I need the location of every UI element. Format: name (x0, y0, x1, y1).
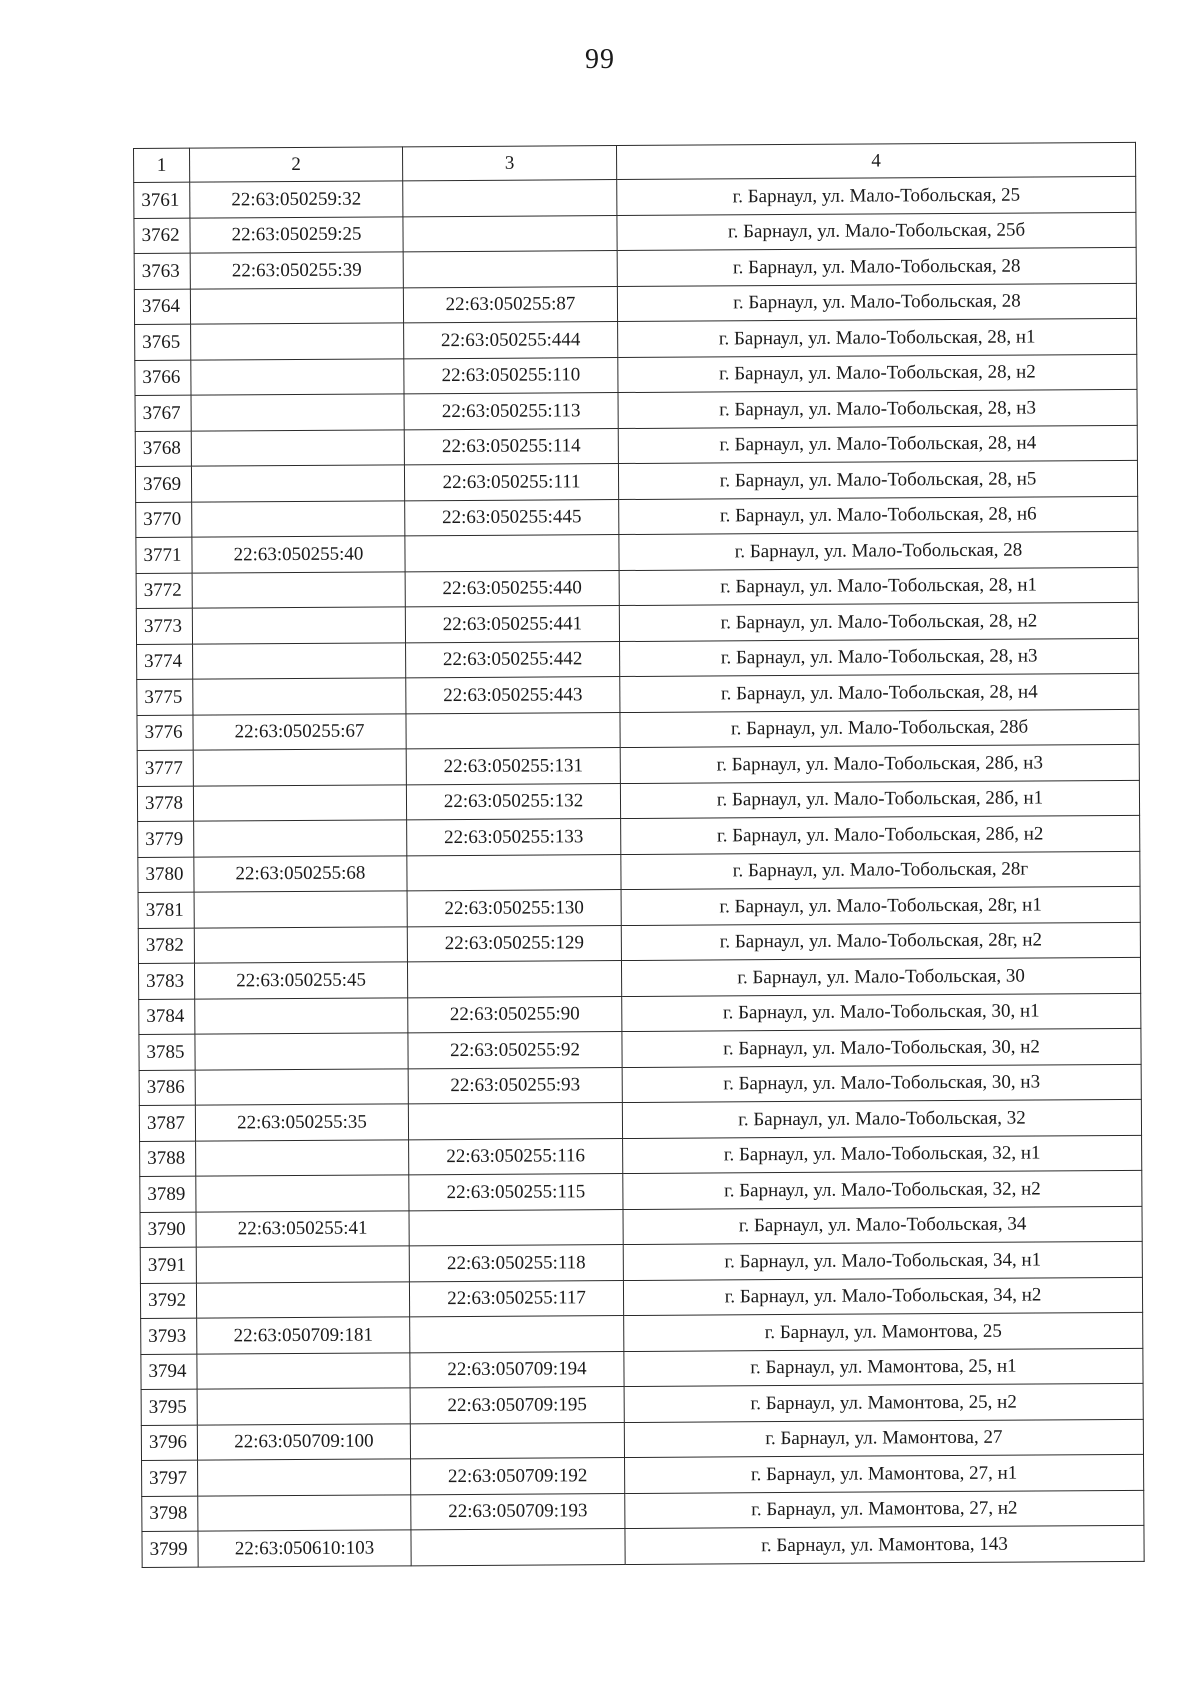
parcel-number-cell (197, 1388, 410, 1425)
table-row (135, 354, 1137, 396)
row-number-cell: 3774 (137, 644, 193, 680)
row-number-cell: 3773 (136, 608, 192, 644)
table-row (134, 247, 1136, 289)
object-number-cell: 22:63:050709:192 (411, 1458, 625, 1495)
table-row (140, 1206, 1142, 1248)
row-number-cell: 3780 (138, 857, 194, 893)
parcel-number-cell (193, 642, 406, 679)
parcel-number-cell (190, 287, 403, 324)
row-number-cell: 3766 (135, 360, 191, 396)
object-number-cell (403, 180, 617, 217)
object-number-cell: 22:63:050709:194 (410, 1351, 624, 1388)
table-row (134, 212, 1136, 254)
table-row (139, 1064, 1141, 1106)
table-row (139, 993, 1141, 1035)
parcel-number-cell (193, 784, 406, 821)
row-number-cell: 3790 (140, 1212, 196, 1248)
table-row (141, 1383, 1143, 1425)
table-row (138, 815, 1140, 857)
object-number-cell: 22:63:050255:129 (407, 925, 621, 962)
table-row (139, 1028, 1141, 1070)
table-row (142, 1525, 1144, 1567)
table-row (139, 1099, 1141, 1141)
object-number-cell: 22:63:050255:441 (405, 606, 619, 643)
object-number-cell: 22:63:050709:195 (410, 1387, 624, 1424)
object-number-cell: 22:63:050255:114 (404, 428, 618, 465)
object-number-cell: 22:63:050255:87 (403, 286, 617, 323)
parcel-number-cell (194, 820, 407, 857)
table-row (142, 1454, 1144, 1496)
address-cell: г. Барнаул, ул. Мало-Тобольская, 28, н2 (619, 602, 1138, 641)
table-row (138, 957, 1140, 999)
column-header-4: 4 (616, 142, 1135, 179)
parcel-number-cell (192, 500, 405, 537)
table-row (137, 638, 1139, 680)
address-cell: г. Барнаул, ул. Мало-Тобольская, 30, н2 (622, 1028, 1141, 1067)
row-number-cell: 3776 (137, 715, 193, 751)
row-number-cell: 3779 (138, 821, 194, 857)
row-number-cell: 3791 (140, 1247, 196, 1283)
row-number-cell: 3785 (139, 1034, 195, 1070)
address-cell: г. Барнаул, ул. Мамонтова, 25 (624, 1312, 1143, 1351)
address-cell: г. Барнаул, ул. Мало-Тобольская, 34 (623, 1206, 1142, 1245)
row-number-cell: 3767 (135, 395, 191, 431)
object-number-cell (405, 535, 619, 572)
address-cell: г. Барнаул, ул. Мамонтова, 25, н2 (624, 1383, 1143, 1422)
table-row (136, 496, 1138, 538)
object-number-cell: 22:63:050255:440 (405, 570, 619, 607)
table-row (137, 673, 1139, 715)
address-cell: г. Барнаул, ул. Мало-Тобольская, 28, н1 (619, 567, 1138, 606)
parcel-number-cell: 22:63:050259:25 (190, 216, 403, 253)
row-number-cell: 3798 (142, 1496, 198, 1532)
row-number-cell: 3789 (140, 1176, 196, 1212)
object-number-cell: 22:63:050255:92 (408, 1032, 622, 1069)
table-row (141, 1419, 1143, 1461)
row-number-cell: 3784 (139, 999, 195, 1035)
address-cell: г. Барнаул, ул. Мало-Тобольская, 32, н2 (623, 1170, 1142, 1209)
parcel-number-cell: 22:63:050255:67 (193, 713, 406, 750)
object-number-cell (411, 1529, 625, 1566)
table-row (142, 1490, 1144, 1532)
parcel-number-cell (194, 891, 407, 928)
object-number-cell: 22:63:050709:193 (411, 1493, 625, 1530)
registry-table-body (134, 142, 1145, 1567)
table-row (138, 922, 1140, 964)
table-row (136, 567, 1138, 609)
object-number-cell: 22:63:050255:90 (408, 996, 622, 1033)
parcel-number-cell (198, 1494, 411, 1531)
object-number-cell (407, 854, 621, 891)
parcel-number-cell (192, 607, 405, 644)
address-cell: г. Барнаул, ул. Мало-Тобольская, 32 (622, 1099, 1141, 1138)
address-cell: г. Барнаул, ул. Мало-Тобольская, 28б (620, 709, 1139, 748)
table-row (137, 780, 1139, 822)
table-row (136, 531, 1138, 573)
parcel-number-cell (193, 749, 406, 786)
object-number-cell: 22:63:050255:93 (408, 1067, 622, 1104)
address-cell: г. Барнаул, ул. Мало-Тобольская, 28, н3 (618, 389, 1137, 428)
column-header-1: 1 (134, 148, 190, 182)
row-number-cell: 3792 (140, 1283, 196, 1319)
address-cell: г. Барнаул, ул. Мамонтова, 25, н1 (624, 1348, 1143, 1387)
row-number-cell: 3764 (134, 289, 190, 325)
parcel-number-cell (191, 465, 404, 502)
row-number-cell: 3762 (134, 218, 190, 254)
parcel-number-cell (198, 1459, 411, 1496)
table-row (134, 283, 1136, 325)
object-number-cell: 22:63:050255:132 (406, 783, 620, 820)
row-number-cell: 3761 (134, 182, 190, 218)
object-number-cell: 22:63:050255:444 (404, 322, 618, 359)
object-number-cell: 22:63:050255:117 (409, 1280, 623, 1317)
table-row (138, 886, 1140, 928)
row-number-cell: 3799 (142, 1531, 198, 1567)
row-number-cell: 3782 (138, 928, 194, 964)
address-cell: г. Барнаул, ул. Мало-Тобольская, 28, н3 (620, 638, 1139, 677)
object-number-cell (403, 215, 617, 252)
row-number-cell: 3787 (139, 1105, 195, 1141)
address-cell: г. Барнаул, ул. Мало-Тобольская, 28б, н3 (620, 744, 1139, 783)
table-row (141, 1348, 1143, 1390)
table-row (135, 460, 1137, 502)
row-number-cell: 3783 (138, 963, 194, 999)
object-number-cell: 22:63:050255:118 (409, 1245, 623, 1282)
address-cell: г. Барнаул, ул. Мало-Тобольская, 28б, н2 (621, 815, 1140, 854)
address-cell: г. Барнаул, ул. Мало-Тобольская, 28, н6 (619, 496, 1138, 535)
page-number: 99 (585, 44, 615, 75)
row-number-cell: 3775 (137, 679, 193, 715)
address-cell: г. Барнаул, ул. Мамонтова, 27, н2 (625, 1490, 1144, 1529)
parcel-number-cell (191, 323, 404, 360)
address-cell: г. Барнаул, ул. Мало-Тобольская, 30, н1 (622, 993, 1141, 1032)
table-row (137, 744, 1139, 786)
parcel-number-cell (191, 358, 404, 395)
object-number-cell: 22:63:050255:442 (406, 641, 620, 678)
row-number-cell: 3772 (136, 573, 192, 609)
table-row (134, 176, 1136, 218)
row-number-cell: 3763 (134, 253, 190, 289)
object-number-cell (406, 712, 620, 749)
parcel-number-cell: 22:63:050709:100 (197, 1423, 410, 1460)
address-cell: г. Барнаул, ул. Мамонтова, 27 (624, 1419, 1143, 1458)
column-header-3: 3 (402, 146, 616, 181)
address-cell: г. Барнаул, ул. Мало-Тобольская, 28, н2 (618, 354, 1137, 393)
parcel-number-cell (196, 1246, 409, 1283)
parcel-number-cell: 22:63:050259:32 (190, 181, 403, 218)
address-cell: г. Барнаул, ул. Мало-Тобольская, 30, н3 (622, 1064, 1141, 1103)
address-cell: г. Барнаул, ул. Мало-Тобольская, 32, н1 (623, 1135, 1142, 1174)
parcel-number-cell (192, 571, 405, 608)
row-number-cell: 3765 (135, 324, 191, 360)
parcel-number-cell (191, 429, 404, 466)
parcel-number-cell (196, 1139, 409, 1176)
parcel-number-cell: 22:63:050255:40 (192, 536, 405, 573)
table-row (135, 318, 1137, 360)
table-row (136, 602, 1138, 644)
address-cell: г. Барнаул, ул. Мало-Тобольская, 28г, н1 (621, 886, 1140, 925)
registry-table (133, 142, 1145, 1568)
parcel-number-cell (193, 678, 406, 715)
address-cell: г. Барнаул, ул. Мало-Тобольская, 34, н2 (623, 1277, 1142, 1316)
parcel-number-cell: 22:63:050255:41 (196, 1210, 409, 1247)
object-number-cell: 22:63:050255:110 (404, 357, 618, 394)
parcel-number-cell (197, 1352, 410, 1389)
row-number-cell: 3786 (139, 1070, 195, 1106)
object-number-cell: 22:63:050255:130 (407, 890, 621, 927)
object-number-cell: 22:63:050255:113 (404, 393, 618, 430)
object-number-cell (408, 1103, 622, 1140)
address-cell: г. Барнаул, ул. Мало-Тобольская, 28, н1 (618, 318, 1137, 357)
address-cell: г. Барнаул, ул. Мало-Тобольская, 28б, н1 (620, 780, 1139, 819)
address-cell: г. Барнаул, ул. Мало-Тобольская, 28г, н2 (621, 922, 1140, 961)
parcel-number-cell: 22:63:050610:103 (198, 1530, 411, 1567)
row-number-cell: 3769 (135, 466, 191, 502)
address-cell: г. Барнаул, ул. Мало-Тобольская, 28, н4 (620, 673, 1139, 712)
row-number-cell: 3796 (141, 1425, 197, 1461)
object-number-cell: 22:63:050255:111 (404, 464, 618, 501)
column-header-2: 2 (190, 147, 403, 182)
address-cell: г. Барнаул, ул. Мало-Тобольская, 28 (619, 531, 1138, 570)
row-number-cell: 3795 (141, 1389, 197, 1425)
table-row (135, 425, 1137, 467)
row-number-cell: 3778 (137, 786, 193, 822)
parcel-number-cell (191, 394, 404, 431)
parcel-number-cell: 22:63:050255:39 (190, 252, 403, 289)
row-number-cell: 3777 (137, 750, 193, 786)
row-number-cell: 3770 (136, 502, 192, 538)
parcel-number-cell (194, 926, 407, 963)
object-number-cell: 22:63:050255:116 (409, 1138, 623, 1175)
object-number-cell (407, 961, 621, 998)
address-cell: г. Барнаул, ул. Мамонтова, 27, н1 (625, 1454, 1144, 1493)
parcel-number-cell (195, 1068, 408, 1105)
object-number-cell (410, 1316, 624, 1353)
parcel-number-cell: 22:63:050255:68 (194, 855, 407, 892)
address-cell: г. Барнаул, ул. Мамонтова, 143 (625, 1525, 1144, 1564)
table-row (141, 1312, 1143, 1354)
object-number-cell (403, 251, 617, 288)
object-number-cell (409, 1209, 623, 1246)
table-row (140, 1241, 1142, 1283)
parcel-number-cell: 22:63:050255:35 (195, 1104, 408, 1141)
table-row (140, 1170, 1142, 1212)
row-number-cell: 3797 (142, 1460, 198, 1496)
row-number-cell: 3794 (141, 1354, 197, 1390)
row-number-cell: 3788 (140, 1141, 196, 1177)
parcel-number-cell: 22:63:050709:181 (197, 1317, 410, 1354)
object-number-cell: 22:63:050255:131 (406, 748, 620, 785)
parcel-number-cell (195, 997, 408, 1034)
object-number-cell: 22:63:050255:115 (409, 1174, 623, 1211)
row-number-cell: 3793 (141, 1318, 197, 1354)
table-row (135, 389, 1137, 431)
object-number-cell: 22:63:050255:133 (407, 819, 621, 856)
table-row (140, 1135, 1142, 1177)
table-row (138, 851, 1140, 893)
parcel-number-cell (196, 1175, 409, 1212)
row-number-cell: 3781 (138, 892, 194, 928)
parcel-number-cell (196, 1281, 409, 1318)
table-row (140, 1277, 1142, 1319)
address-cell: г. Барнаул, ул. Мало-Тобольская, 25 (617, 176, 1136, 215)
table-row (137, 709, 1139, 751)
row-number-cell: 3771 (136, 537, 192, 573)
address-cell: г. Барнаул, ул. Мало-Тобольская, 28, н4 (618, 425, 1137, 464)
object-number-cell: 22:63:050255:445 (405, 499, 619, 536)
address-cell: г. Барнаул, ул. Мало-Тобольская, 28 (617, 247, 1136, 286)
parcel-number-cell (195, 1033, 408, 1070)
address-cell: г. Барнаул, ул. Мало-Тобольская, 25б (617, 212, 1136, 251)
address-cell: г. Барнаул, ул. Мало-Тобольская, 28, н5 (618, 460, 1137, 499)
address-cell: г. Барнаул, ул. Мало-Тобольская, 28г (621, 851, 1140, 890)
row-number-cell: 3768 (135, 431, 191, 467)
object-number-cell (410, 1422, 624, 1459)
address-cell: г. Барнаул, ул. Мало-Тобольская, 30 (621, 957, 1140, 996)
address-cell: г. Барнаул, ул. Мало-Тобольская, 28 (617, 283, 1136, 322)
object-number-cell: 22:63:050255:443 (406, 677, 620, 714)
address-cell: г. Барнаул, ул. Мало-Тобольская, 34, н1 (623, 1241, 1142, 1280)
parcel-number-cell: 22:63:050255:45 (194, 962, 407, 999)
